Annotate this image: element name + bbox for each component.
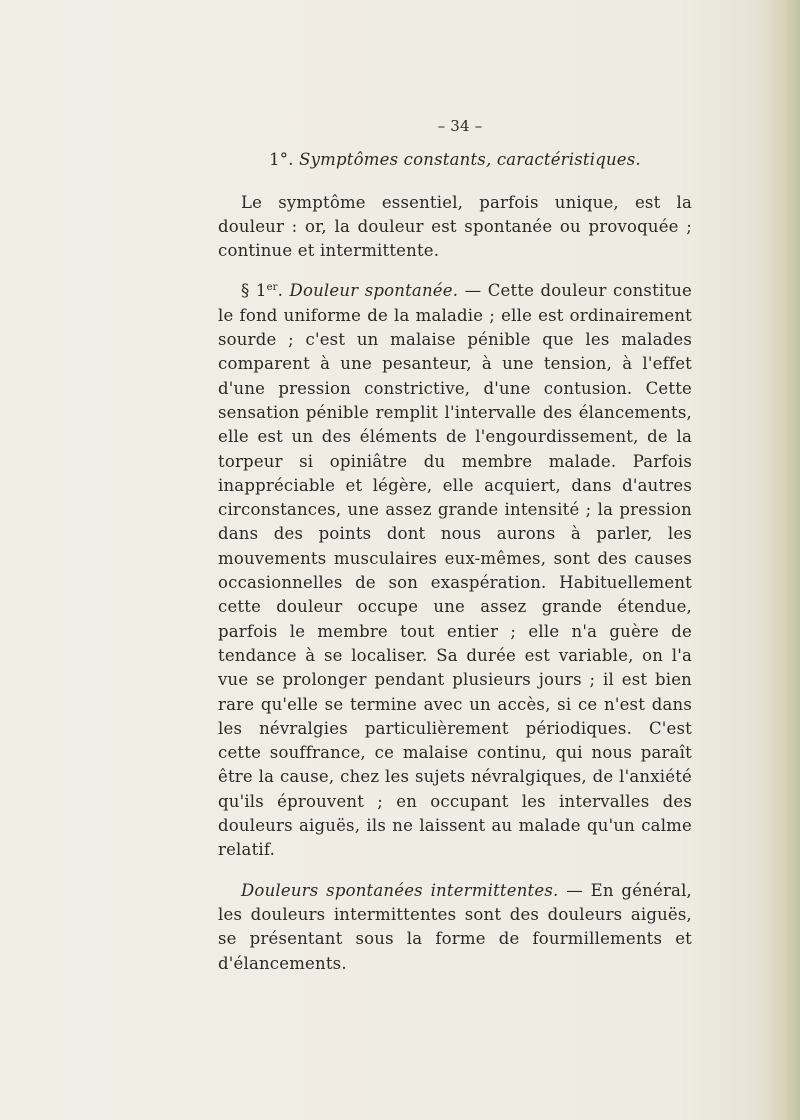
heading-number: 1°. — [269, 150, 294, 170]
page-content — [218, 114, 692, 990]
page-number: – 34 – — [437, 117, 483, 135]
section-heading — [218, 148, 692, 172]
section-dot: . — [277, 281, 284, 301]
subsection-title-2: Douleurs spontanées intermittentes. — [241, 880, 559, 900]
section-sign: § 1 — [241, 281, 267, 301]
page-edge-stain — [760, 0, 800, 1120]
heading-title: Symptômes constants, caractéristiques. — [299, 150, 641, 170]
paragraph-2-text: — Cette douleur constitue le fond uniforme de la maladie ; elle est ordinairement sourde ; c'est un malaise pénible que les malades comparent à une pesanteur, à une tension, à l'effet d'une pression constrictive, d'une contusion. Cette sensation pénible remplit l'intervalle des élancements, elle est un des éléments de l'engourdissement, de la torpeur si opiniâtre du membre malade. Parfois inappréciable et légère, elle acquiert, dans d'autres circonstances, une assez grande intensité ; la pression dans des points dont nous aurons à parler, les mouvements musculaires eux-mêmes, sont des causes occasionnelles de son exaspération. Habituellement cette douleur occupe une assez grande étendue, parfois le membre tout entier ; elle n'a guère de tendance à se localiser. Sa durée est variable, on l'a vue se prolonger pendant plusieurs jours ; il est bien rare qu'elle se termine avec un accès, si ce n'est dans les névralgies particulièrement périodiques. C'est cette souffrance, ce malaise continu, qui nous paraît être la cause, chez les sujets névralgiques, de l'anxiété qu'ils éprouvent ; en occupant les intervalles des douleurs aiguës, ils ne laissent au malade qu'un calme relatif. — [218, 281, 693, 860]
subsection-title-1: Douleur spontanée. — [289, 281, 459, 301]
paragraph-3-text: — En général, les douleurs intermittentes sont des douleurs aiguës, se présentant sous la forme de fourmillements et d'élancements. — [218, 880, 692, 973]
paragraph-3 — [218, 879, 692, 976]
paragraph-1: Le symptôme essentiel, parfois unique, est la douleur : or, la douleur est spontanée ou provoquée ; continue et intermittente. — [218, 192, 692, 261]
paragraph-2 — [218, 279, 692, 862]
section-superscript: er — [266, 282, 278, 294]
